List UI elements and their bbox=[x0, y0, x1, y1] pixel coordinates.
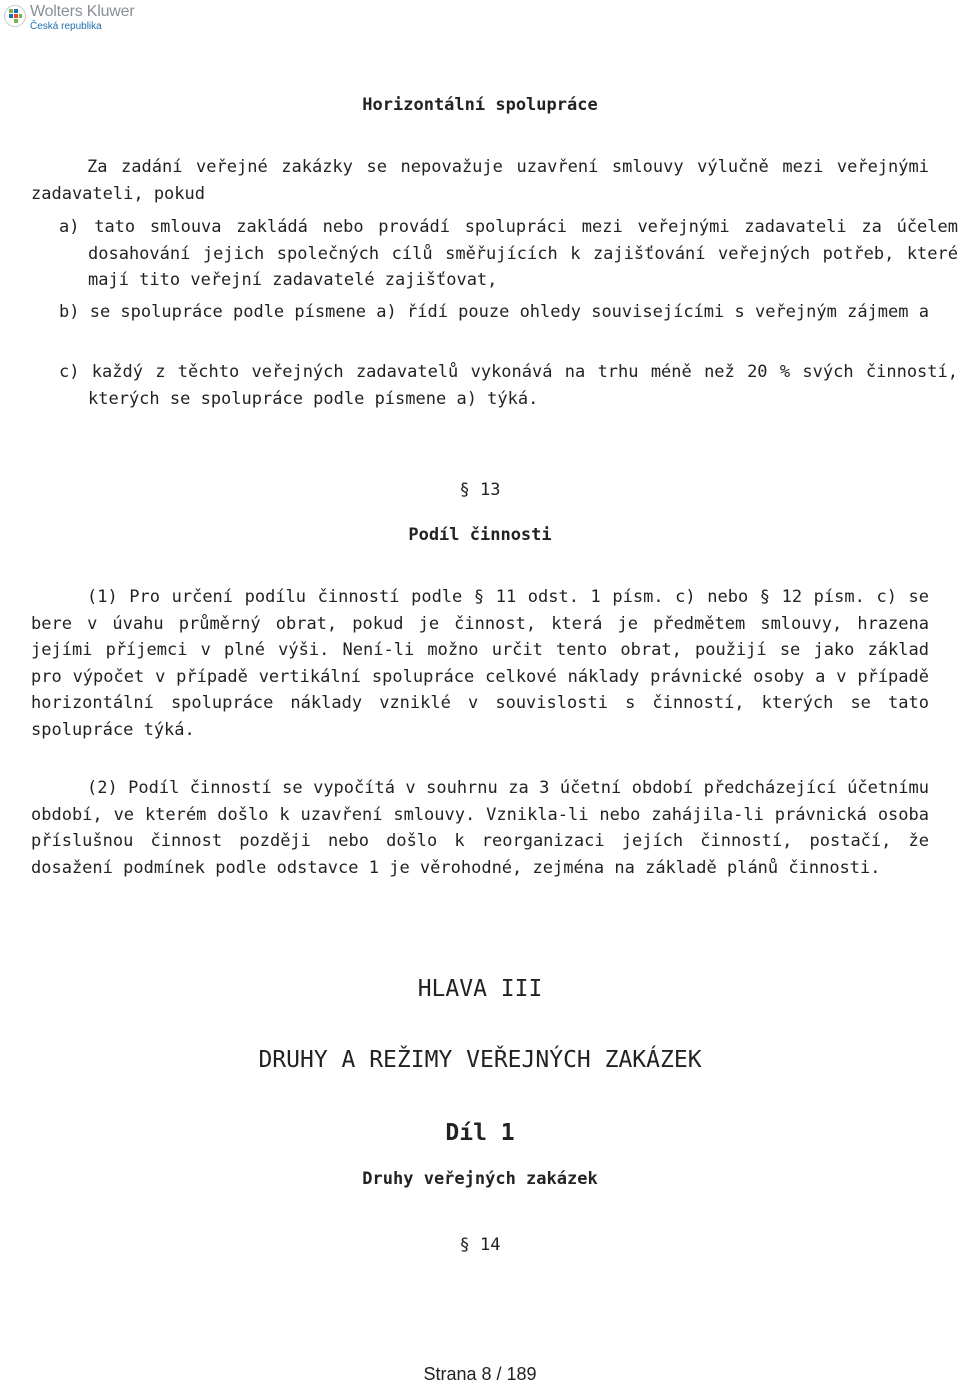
hlava-title: DRUHY A REŽIMY VEŘEJNÝCH ZAKÁZEK bbox=[258, 1047, 702, 1073]
hlava-heading: HLAVA III bbox=[417, 976, 543, 1002]
paragraph-2: (2) Podíl činností se vypočítá v souhrnu za 3 účetní období předcházející účetnímu období, ve kterém došlo k uzavření smlouvy. Vznikla-li nebo zahájila-li právnická osoba příslušnou činnost později nebo došlo k reorganizaci jejích činností, postačí, že dosažení podmínek podle odstavce 1 je věrohodné, zejména na základě plánů činnosti. bbox=[31, 778, 929, 878]
section-title-activity-share: Podíl činnosti bbox=[408, 525, 552, 545]
dil-title: Druhy veřejných zakázek bbox=[362, 1169, 598, 1189]
list-item-b: b) se spolupráce podle písmene a) řídí pouze ohledy souvisejícími s veřejným zájmem a bbox=[59, 302, 929, 322]
section-title-horizontal-cooperation: Horizontální spolupráce bbox=[362, 95, 598, 115]
intro-paragraph: Za zadání veřejné zakázky se nepovažuje uzavření smlouvy výlučně mezi veřejnými zadavateli, pokud bbox=[31, 157, 929, 204]
page-number: Strana 8 / 189 bbox=[423, 1364, 537, 1384]
publisher-logo bbox=[4, 3, 135, 32]
dil-heading: Díl 1 bbox=[445, 1120, 515, 1146]
list-item-a: a) tato smlouva zakládá nebo provádí spolupráci mezi veřejnými zadavateli za účelem dosahování jejich společných cílů směřujících k zajišťování veřejných potřeb, které mají tito veřejní zadavatelé zajišťovat, bbox=[59, 217, 958, 290]
list-item-c: c) každý z těchto veřejných zadavatelů vykonává na trhu méně než 20 % svých činností, kterých se spolupráce podle písmene a) týká. bbox=[59, 362, 958, 409]
paragraph-number-14: § 14 bbox=[459, 1235, 501, 1255]
paragraph-number-13: § 13 bbox=[459, 480, 501, 500]
paragraph-1: (1) Pro určení podílu činností podle § 11 odst. 1 písm. c) nebo § 12 písm. c) se bere v úvahu průměrný obrat, pokud je činnost, která je předmětem smlouvy, hrazena jejími příjemci v plné výši. Není-li možno určit tento obrat, použijí se jako základ pro výpočet v případě vertikální spolupráce celkové náklady právnické osoby a v případě horizontální spolupráce náklady vzniklé v souvislosti s činností, kterých se tato spolupráce týká. bbox=[31, 587, 929, 740]
wolters-kluwer-logo-icon bbox=[4, 5, 26, 27]
logo-subtitle: Česká republika bbox=[30, 21, 102, 32]
logo-name: Wolters Kluwer bbox=[30, 3, 135, 20]
